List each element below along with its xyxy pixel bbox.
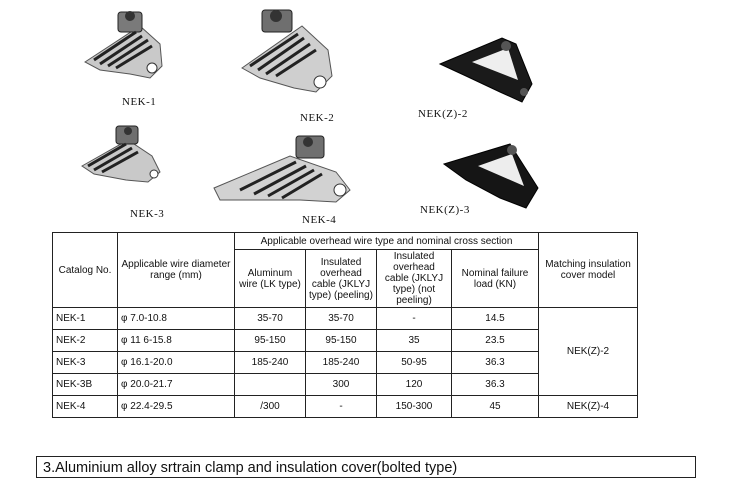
cell-cover-a: NEK(Z)-2 xyxy=(539,308,638,396)
caption-nekz3: NEK(Z)-3 xyxy=(420,204,470,216)
cell-not-peeling: - xyxy=(377,308,452,330)
cell-aluminum: 185-240 xyxy=(235,352,306,374)
caption-nek1: NEK-1 xyxy=(122,96,157,108)
cell-failure-load: 45 xyxy=(452,396,539,418)
cell-not-peeling: 120 xyxy=(377,374,452,396)
header-diameter: Applicable wire diameter range (mm) xyxy=(118,233,235,308)
cell-failure-load: 14.5 xyxy=(452,308,539,330)
cell-diameter: φ 16.1-20.0 xyxy=(118,352,235,374)
cell-catalog: NEK-2 xyxy=(53,330,118,352)
table-row xyxy=(53,396,638,418)
header-insulated-not-peeling: Insulated overhead cable (JKLYJ type) (not peeling) xyxy=(377,250,452,308)
cell-cover-b: NEK(Z)-4 xyxy=(539,396,638,418)
header-failure-load: Nominal failure load (KN) xyxy=(452,250,539,308)
cell-peeling: - xyxy=(306,396,377,418)
cell-failure-load: 23.5 xyxy=(452,330,539,352)
nek2-clamp-image xyxy=(236,4,346,99)
header-aluminum: Aluminum wire (LK type) xyxy=(235,250,306,308)
cell-aluminum: 95-150 xyxy=(235,330,306,352)
header-catalog: Catalog No. xyxy=(53,233,118,308)
caption-nekz2: NEK(Z)-2 xyxy=(418,108,468,120)
header-insulated-peeling: Insulated overhead cable (JKLYJ type) (peeling) xyxy=(306,250,377,308)
nek3-clamp-image xyxy=(76,122,176,192)
section-title: 3.Aluminium alloy srtrain clamp and insulation cover(bolted type) xyxy=(36,456,696,478)
cell-catalog: NEK-4 xyxy=(53,396,118,418)
cell-not-peeling: 50-95 xyxy=(377,352,452,374)
nek1-clamp-image xyxy=(80,4,180,84)
table-header-row xyxy=(53,233,638,250)
cell-peeling: 95-150 xyxy=(306,330,377,352)
cell-catalog: NEK-1 xyxy=(53,308,118,330)
nek4-clamp-image xyxy=(210,130,360,210)
spec-table xyxy=(52,232,638,418)
cell-failure-load: 36.3 xyxy=(452,352,539,374)
cell-peeling: 185-240 xyxy=(306,352,377,374)
cell-not-peeling: 150-300 xyxy=(377,396,452,418)
cell-aluminum: 35-70 xyxy=(235,308,306,330)
cell-aluminum: /300 xyxy=(235,396,306,418)
cell-catalog: NEK-3B xyxy=(53,374,118,396)
cell-catalog: NEK-3 xyxy=(53,352,118,374)
cell-peeling: 300 xyxy=(306,374,377,396)
cell-diameter: φ 20.0-21.7 xyxy=(118,374,235,396)
table-row xyxy=(53,308,638,330)
nekz2-cover-image xyxy=(436,32,546,112)
cell-peeling: 35-70 xyxy=(306,308,377,330)
header-wire-group: Applicable overhead wire type and nominal cross section xyxy=(235,233,539,250)
cell-diameter: φ 11 6-15.8 xyxy=(118,330,235,352)
cell-diameter: φ 22.4-29.5 xyxy=(118,396,235,418)
cell-not-peeling: 35 xyxy=(377,330,452,352)
caption-nek3: NEK-3 xyxy=(130,208,165,220)
caption-nek2: NEK-2 xyxy=(300,112,335,124)
cell-diameter: φ 7.0-10.8 xyxy=(118,308,235,330)
header-cover: Matching insulation cover model xyxy=(539,233,638,308)
cell-failure-load: 36.3 xyxy=(452,374,539,396)
caption-nek4: NEK-4 xyxy=(302,214,337,226)
cell-aluminum xyxy=(235,374,306,396)
